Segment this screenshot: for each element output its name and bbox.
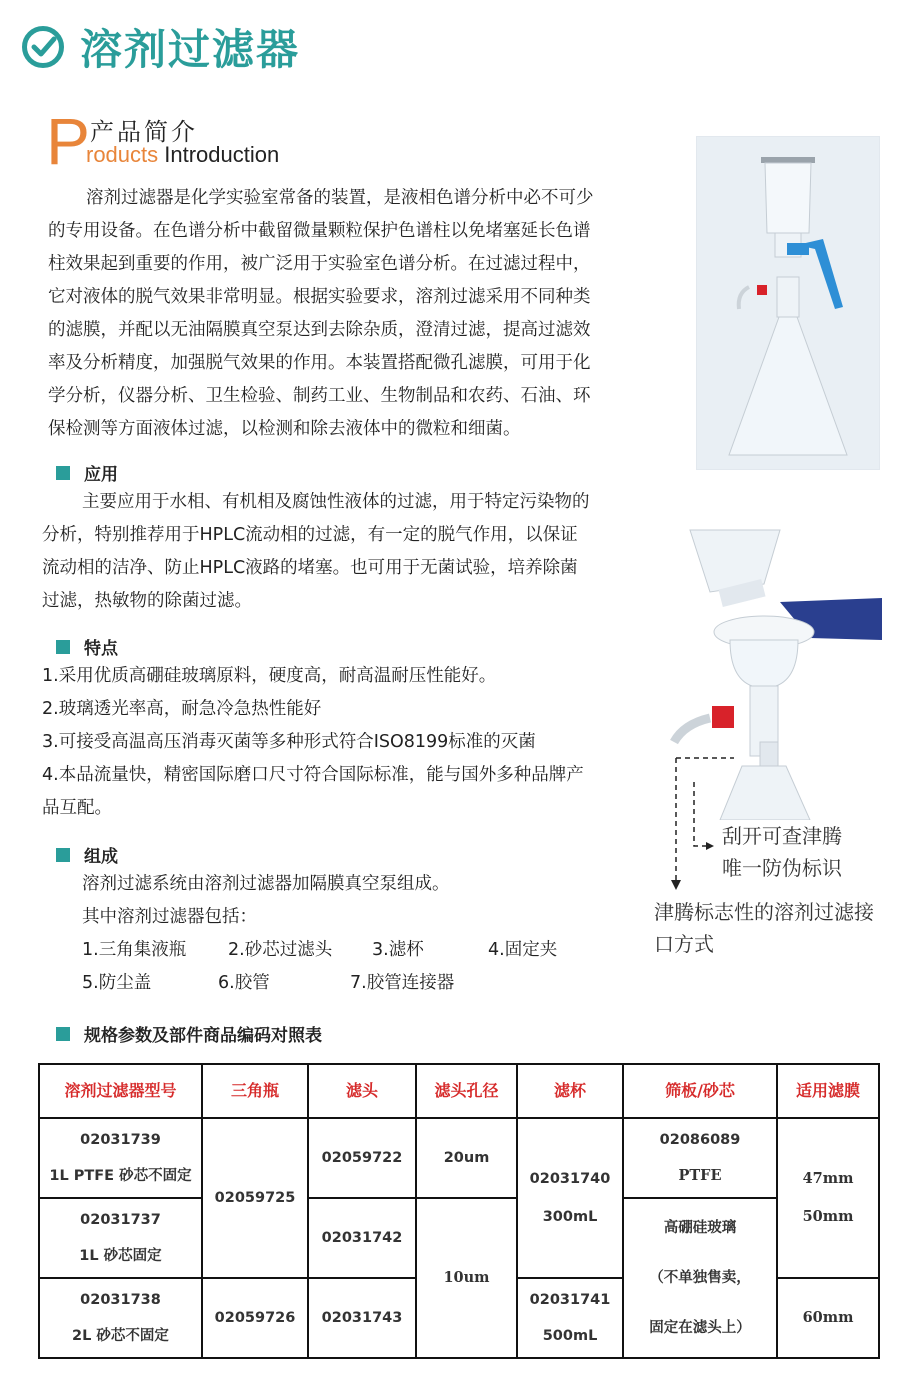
spec-heading (56, 1021, 322, 1046)
table-row (39, 1118, 879, 1198)
callout-line: 刮开可查津腾 (722, 824, 842, 848)
application-paragraph (42, 486, 642, 618)
intro-line: 它对液体的脱气效果非常明显。根据实验要求，溶剂过滤采用不同种类 (48, 287, 591, 307)
intro-line: 的滤膜，并配以无油隔膜真空泵达到去除杂质，澄清过滤，提高过滤效 (48, 320, 591, 340)
feature-item: 3.可接受高温高压消毒灭菌等多种形式符合ISO8199标准的灭菌 (42, 732, 536, 752)
part-item: 5.防尘盖 (82, 973, 152, 993)
table-header-cell: 适用滤膜 (777, 1064, 879, 1118)
table-header-cell: 滤头孔径 (416, 1064, 517, 1118)
part-item: 7.胶管连接器 (350, 973, 455, 993)
application-heading-text: 应用 (84, 465, 118, 485)
part-item: 2.砂芯过滤头 (228, 940, 333, 960)
model-cell (39, 1118, 202, 1198)
table-header-cell: 滤杯 (517, 1064, 623, 1118)
model-desc: 2L 砂芯不固定 (72, 1328, 169, 1344)
part-item: 6.胶管 (218, 973, 270, 993)
table-header-cell: 三角瓶 (202, 1064, 308, 1118)
table-row (39, 1198, 879, 1278)
application-heading (56, 460, 118, 485)
head-cell: 02031742 (308, 1198, 416, 1278)
head-cell: 02059722 (308, 1118, 416, 1198)
application-line: 主要应用于水相、有机相及腐蚀性液体的过滤，用于特定污染物的 (82, 492, 590, 512)
intro-title-en-orange: roducts (86, 142, 159, 167)
intro-line: 学分析，仪器分析、卫生检验、制药工业、生物制品和农药、石油、环 (48, 386, 591, 406)
part-item: 3.滤杯 (372, 940, 424, 960)
composition-line: 溶剂过滤系统由溶剂过滤器加隔膜真空泵组成。 (82, 874, 450, 894)
cup-code: 02031740 (529, 1171, 611, 1187)
plate-note: （不单独售卖， (649, 1270, 751, 1286)
part-item: 4.固定夹 (488, 940, 558, 960)
intro-paragraph (48, 182, 660, 446)
intro-line: 保检测等方面液体过滤，以检测和除去液体中的微粒和细菌。 (48, 419, 521, 439)
section-square-icon (56, 1027, 70, 1041)
cup-volume: 300mL (542, 1209, 598, 1225)
pore-cell: 10um (416, 1198, 517, 1358)
intro-big-letter: P (46, 104, 91, 178)
feature-item: 1.采用优质高硼硅玻璃原料，硬度高，耐高温耐压性能好。 (42, 666, 497, 686)
spec-table (38, 1063, 880, 1359)
model-code: 02031739 (80, 1132, 161, 1148)
plate-material: 高硼硅玻璃 (663, 1220, 737, 1236)
page-title: 溶剂过滤器 (80, 25, 301, 74)
intro-line: 柱效果起到重要的作用，被广泛用于实验室色谱分析。在过滤过程中， (48, 254, 591, 274)
intro-title-en-rest: Introduction (158, 142, 280, 167)
intro-title-en (86, 142, 279, 168)
composition-heading-text: 组成 (84, 847, 118, 867)
membrane-size: 50mm (802, 1208, 854, 1225)
intro-title-cn: 产品简介 (90, 118, 198, 146)
intro-line: 率及分析精度，加强脱气效果的作用。本装置搭配微孔滤膜，可用于化 (48, 353, 591, 373)
callout-line: 口方式 (654, 932, 714, 956)
features-list (42, 660, 652, 825)
model-cell (39, 1198, 202, 1278)
model-cell (39, 1278, 202, 1358)
plate-cell (623, 1198, 777, 1358)
cup-volume: 500mL (542, 1328, 598, 1344)
features-heading-text: 特点 (84, 639, 118, 659)
model-code: 02031737 (80, 1212, 161, 1228)
table-header-cell: 滤头 (308, 1064, 416, 1118)
intro-line: 溶剂过滤器是化学实验室常备的装置，是液相色谱分析中必不可少 (86, 188, 594, 208)
application-line: 分析，特别推荐用于HPLC流动相的过滤，有一定的脱气作用，以保证 (42, 525, 578, 545)
model-desc: 1L PTFE 砂芯不固定 (49, 1168, 192, 1184)
table-header-row (39, 1064, 879, 1118)
filter-apparatus-illustration (697, 137, 879, 469)
plate-code: 02086089 (659, 1132, 741, 1148)
spec-heading-text: 规格参数及部件商品编码对照表 (84, 1026, 322, 1046)
plate-note: 固定在滤头上） (649, 1320, 751, 1336)
section-square-icon (56, 466, 70, 480)
feature-item: 2.玻璃透光率高，耐急冷急热性能好 (42, 699, 322, 719)
cup-code: 02031741 (529, 1292, 611, 1308)
section-square-icon (56, 640, 70, 654)
application-line: 过滤，热敏物的除菌过滤。 (42, 591, 252, 611)
model-desc: 1L 砂芯固定 (79, 1248, 162, 1264)
membrane-cell (777, 1118, 879, 1278)
feature-item: 品互配。 (42, 798, 112, 818)
callout-line: 唯一防伪标识 (722, 856, 842, 880)
table-header-cell: 筛板/砂芯 (623, 1064, 777, 1118)
model-code: 02031738 (80, 1292, 161, 1308)
membrane-size: 47mm (802, 1170, 854, 1187)
feature-item: 4.本品流量快，精密国际磨口尺寸符合国际标准，能与国外多种品牌产 (42, 765, 584, 785)
callout-line: 津腾标志性的溶剂过滤接 (654, 900, 874, 924)
features-heading (56, 634, 118, 659)
intro-line: 的专用设备。在色谱分析中截留微量颗粒保护色谱柱以免堵塞延长色谱 (48, 221, 591, 241)
flask-cell: 02059725 (202, 1118, 308, 1278)
plate-cell (623, 1118, 777, 1198)
section-square-icon (56, 848, 70, 862)
plate-material: PTFE (678, 1167, 722, 1184)
part-item: 1.三角集液瓶 (82, 940, 187, 960)
membrane-cell: 60mm (777, 1278, 879, 1358)
pore-cell: 20um (416, 1118, 517, 1198)
product-photo-apparatus (696, 136, 880, 470)
flask-cell: 02059726 (202, 1278, 308, 1358)
cup-cell (517, 1118, 623, 1278)
table-header-cell: 溶剂过滤器型号 (39, 1064, 202, 1118)
check-circle-icon (22, 26, 64, 68)
head-cell: 02031743 (308, 1278, 416, 1358)
application-line: 流动相的洁净、防止HPLC液路的堵塞。也可用于无菌试验，培养除菌 (42, 558, 578, 578)
cup-cell (517, 1278, 623, 1358)
composition-line: 其中溶剂过滤器包括： (82, 907, 257, 927)
composition-heading (56, 842, 118, 867)
